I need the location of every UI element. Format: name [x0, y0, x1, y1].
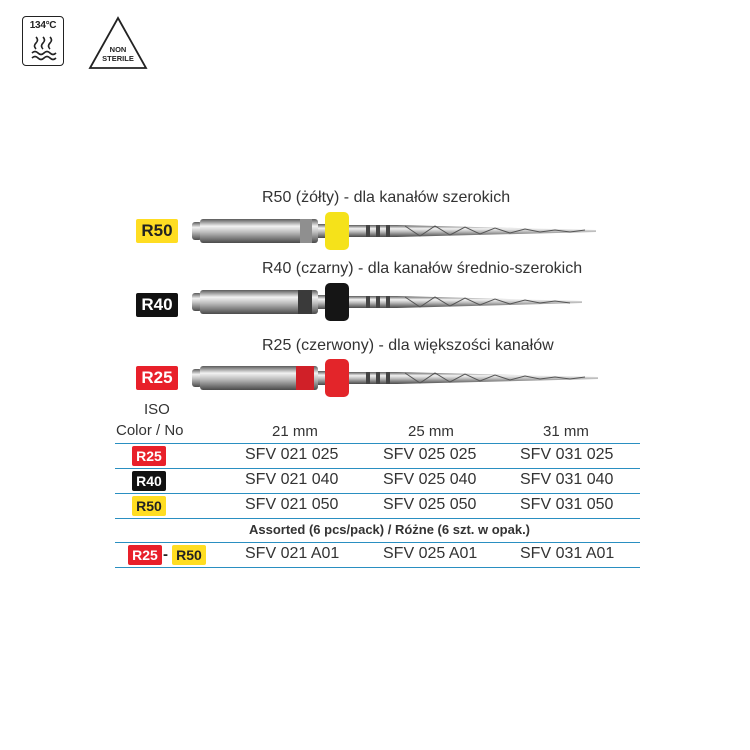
table-cell: SFV 025 A01	[383, 545, 478, 562]
table-cell: SFV 025 040	[383, 471, 477, 488]
table-cell: SFV 021 050	[245, 496, 339, 513]
table-cell: SFV 021 040	[245, 471, 339, 488]
table-rule	[115, 493, 640, 494]
badge-r40: R40	[136, 293, 178, 317]
table-rule	[115, 443, 640, 444]
table-badge-r25-assorted: R25	[128, 545, 162, 565]
table-cell: SFV 025 025	[383, 446, 477, 463]
non-sterile-line1: NON	[109, 45, 127, 54]
color-ring-r25	[325, 359, 349, 397]
assorted-separator: -	[163, 546, 168, 563]
table-cell: SFV 031 A01	[520, 545, 615, 562]
file-r40	[192, 283, 582, 321]
file-r50	[192, 212, 596, 250]
color-ring-r50	[325, 212, 349, 250]
table-cell: SFV 031 025	[520, 446, 614, 463]
table-rule	[115, 468, 640, 469]
table-cell: SFV 025 050	[383, 496, 477, 513]
caption-r50: R50 (żółty) - dla kanałów szerokich	[262, 189, 511, 206]
caption-r40: R40 (czarny) - dla kanałów średnio-szerokich	[262, 260, 583, 277]
non-sterile-line2: STERILE	[102, 54, 134, 63]
table-badge-r50: R50	[132, 496, 166, 516]
table-cell: SFV 021 A01	[245, 545, 340, 562]
table-cell: SFV 031 050	[520, 496, 614, 513]
column-header-31mm: 31 mm	[543, 423, 589, 440]
table-cell: SFV 031 040	[520, 471, 614, 488]
caption-r25: R25 (czerwony) - dla większości kanałów	[262, 337, 554, 354]
badge-r25: R25	[136, 366, 178, 390]
table-rule	[115, 542, 640, 543]
color-ring-r40	[325, 283, 349, 321]
iso-header-line2: Color / No	[116, 422, 184, 439]
table-badge-r25: R25	[132, 446, 166, 466]
table-badge-r50-assorted: R50	[172, 545, 206, 565]
table-rule	[115, 518, 640, 519]
table-cell: SFV 021 025	[245, 446, 339, 463]
table-rule	[115, 567, 640, 568]
file-r25	[192, 359, 598, 397]
column-header-21mm: 21 mm	[272, 423, 318, 440]
iso-header-line1: ISO	[144, 401, 170, 418]
autoclave-temp-label: 134°C	[29, 20, 57, 31]
badge-r50: R50	[136, 219, 178, 243]
table-badge-r40: R40	[132, 471, 166, 491]
assorted-label: Assorted (6 pcs/pack) / Różne (6 szt. w opak.)	[249, 522, 531, 537]
column-header-25mm: 25 mm	[408, 423, 454, 440]
